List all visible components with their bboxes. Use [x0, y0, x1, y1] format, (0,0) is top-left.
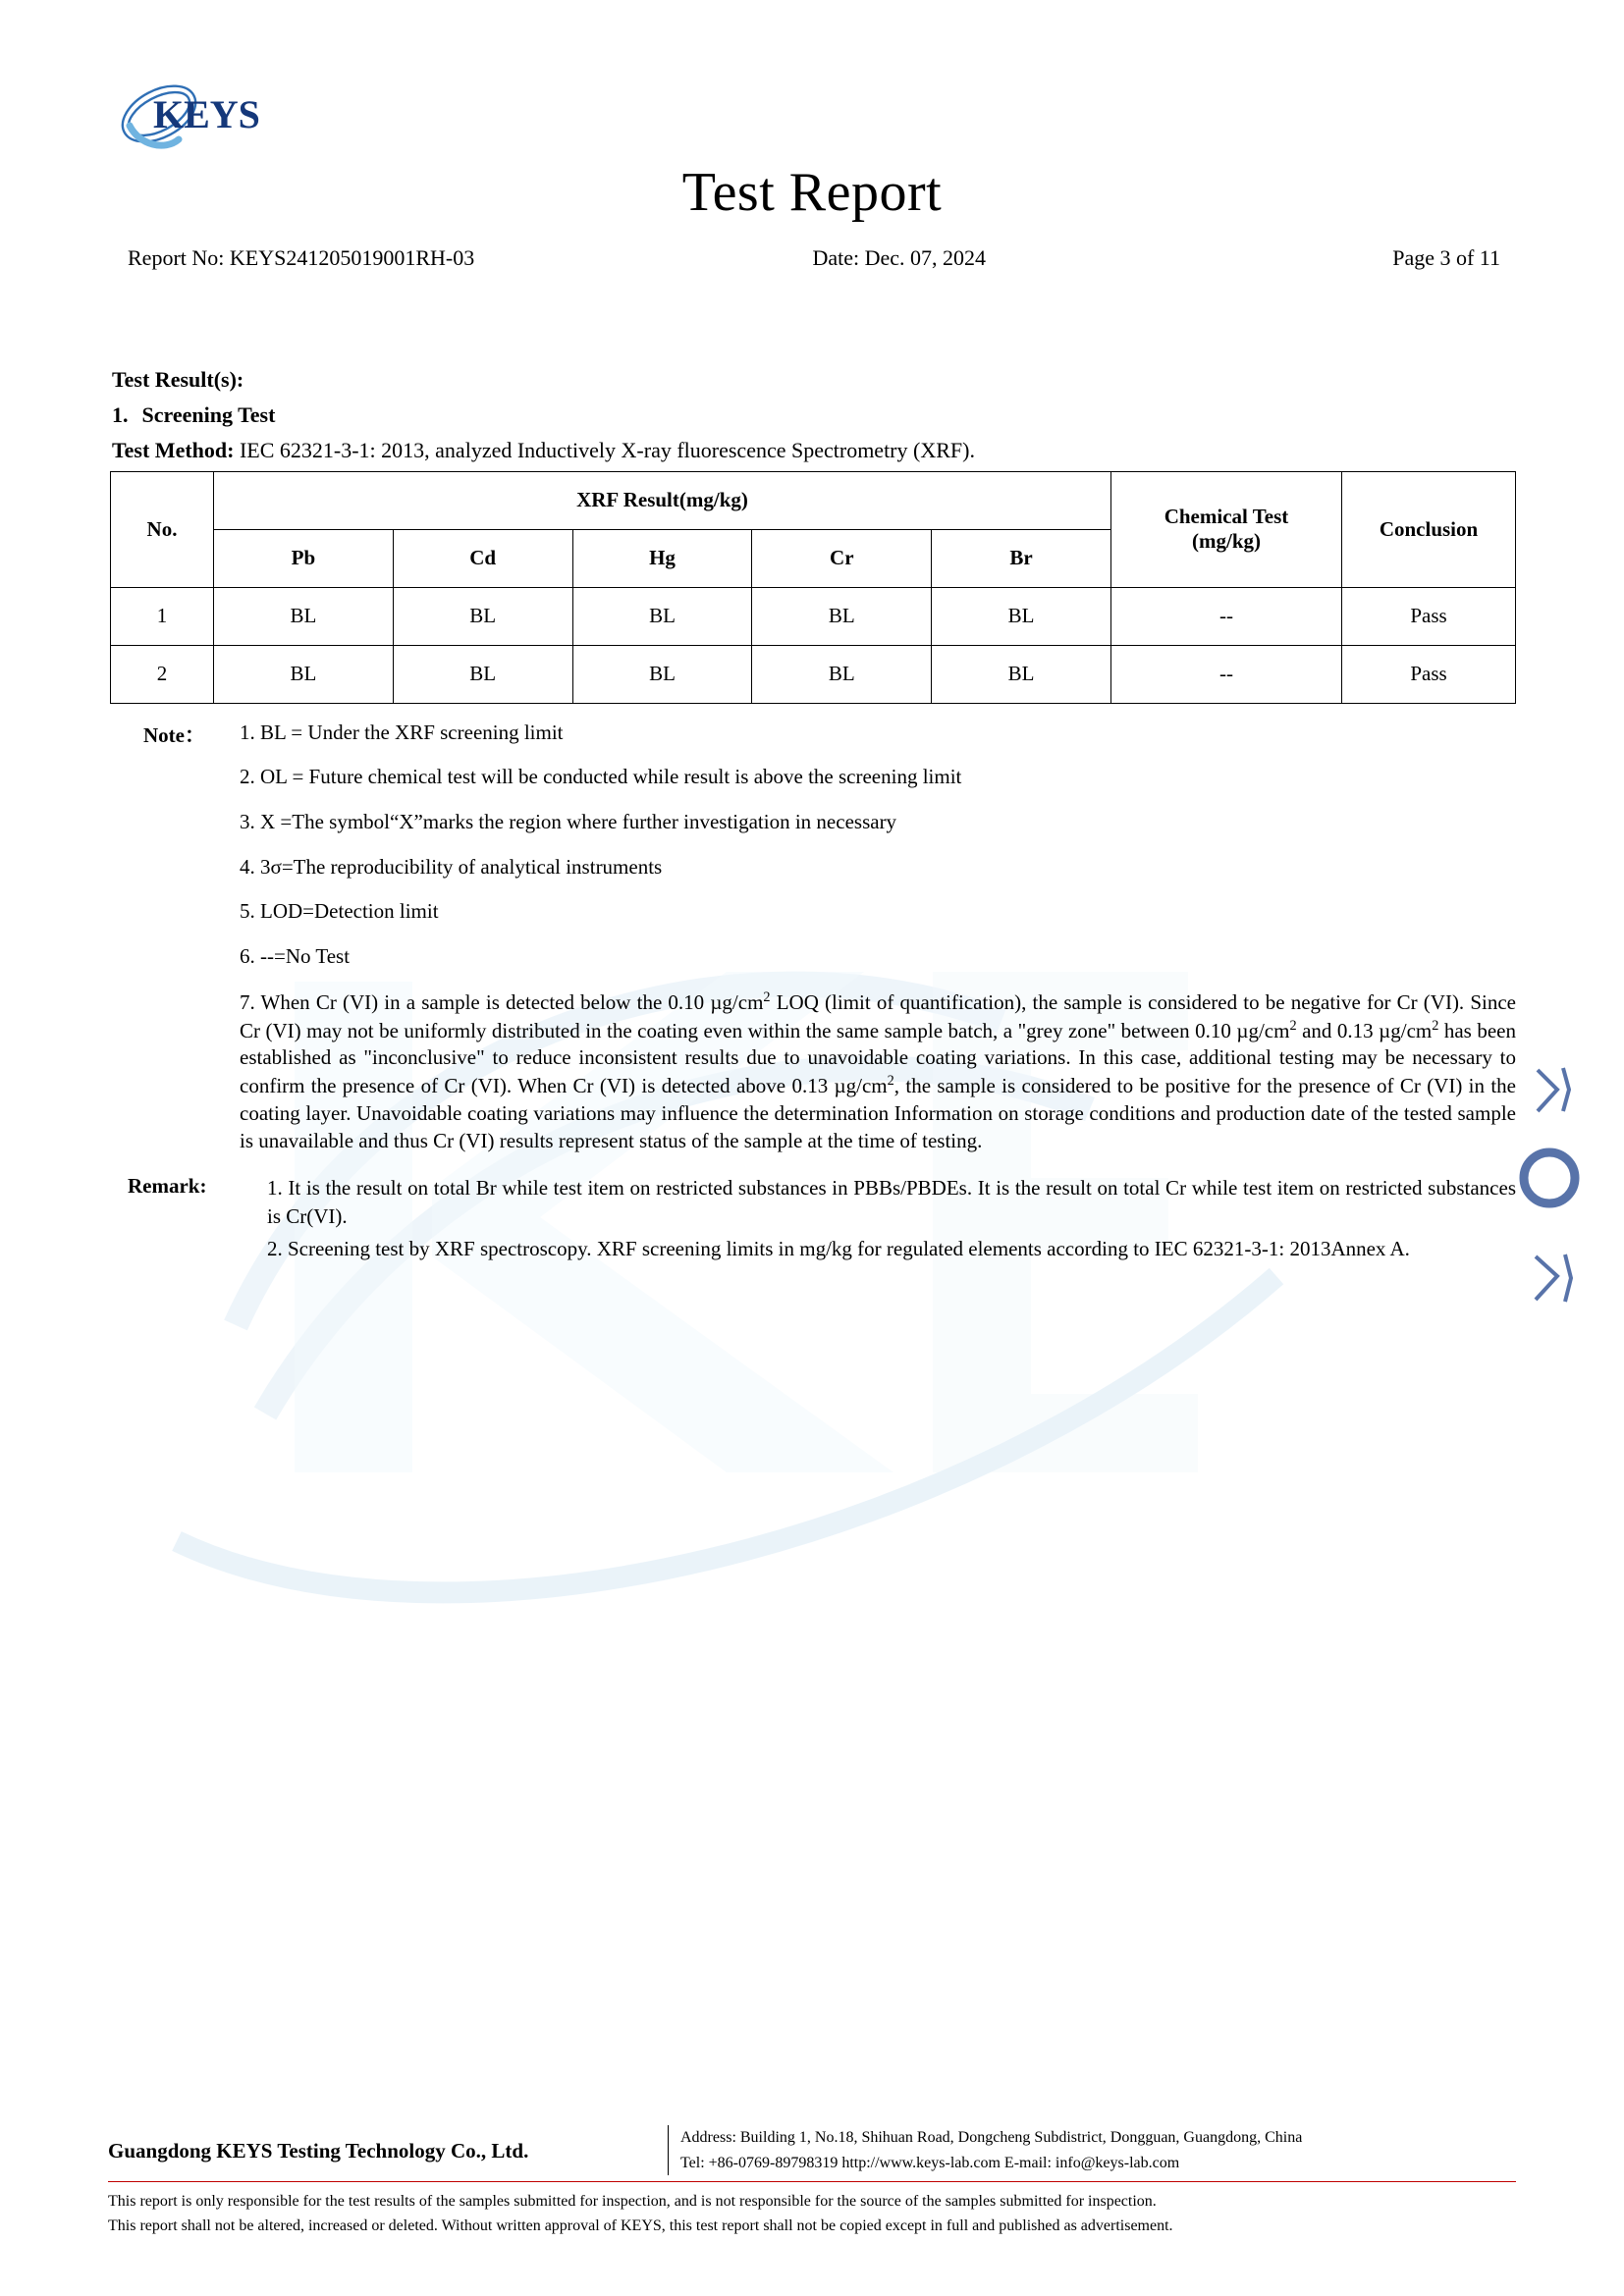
- cell-cd: BL: [393, 587, 572, 645]
- header-element-br: Br: [932, 529, 1111, 587]
- header-element-hg: Hg: [572, 529, 752, 587]
- header-no: No.: [111, 471, 214, 587]
- logo-area: [108, 59, 1516, 153]
- report-no-label: Report No:: [128, 244, 230, 270]
- footer-company-name: Guangdong KEYS Testing Technology Co., Ltd.: [108, 2139, 529, 2163]
- footer-disclaimer: [108, 2190, 1516, 2239]
- footer-disclaimer-line1: This report is only responsible for the test results of the samples submitted for inspection, and is not responsible for the source of the samples submitted for inspection.: [108, 2193, 1157, 2211]
- note-cr-part3: and 0.13 µg/cm: [1296, 1018, 1433, 1042]
- note-cr-part5: , the sample is considered to be positive for the presence of Cr (VI) in the coating layer. Unavoidable coating variations may influence the determination Information on storage conditions and production date of the tested sample is unavailable and thus Cr (VI) results represent status of the sample at the time of testing.: [240, 1074, 1516, 1152]
- header-chemical-test: [1111, 471, 1342, 587]
- cell-br: BL: [932, 645, 1111, 703]
- note-block: [108, 720, 1516, 1161]
- remark-items: [253, 1174, 1516, 1267]
- table-header-row-1: [111, 471, 1516, 529]
- svg-text:KEYS: KEYS: [153, 92, 260, 136]
- cell-cd: BL: [393, 645, 572, 703]
- page-indicator: Page 3 of 11: [1392, 244, 1500, 270]
- header-element-pb: Pb: [214, 529, 394, 587]
- header-xrf-result: XRF Result(mg/kg): [214, 471, 1111, 529]
- note-cr-part4: has been established as "inconclusive" to reduce inconsistent results due to unavoidable coating variations. In this case, additional testing may be necessary to confirm the presence of Cr (VI). When Cr (VI) is detected above 0.13 µg/cm: [240, 1018, 1516, 1098]
- cell-no: 1: [111, 587, 214, 645]
- note-item: 5. LOD=Detection limit: [240, 899, 439, 924]
- cell-conclusion: Pass: [1342, 645, 1516, 703]
- test-results-heading: Test Result(s):: [112, 366, 244, 392]
- note-label: Note：: [143, 722, 205, 747]
- footer-address: Address: Building 1, No.18, Shihuan Road, Dongcheng Subdistrict, Dongguan, Guangdong, China: [680, 2129, 1303, 2147]
- remark-label: Remark:: [128, 1174, 207, 1199]
- cell-conclusion: Pass: [1342, 587, 1516, 645]
- report-no: [128, 245, 474, 271]
- remark-item: 2. Screening test by XRF spectroscopy. XRF screening limits in mg/kg for regulated elements according to IEC 62321-3-1: 2013Annex A.: [267, 1237, 1410, 1261]
- table-row: [111, 645, 1516, 703]
- cell-pb: BL: [214, 645, 394, 703]
- note-item: 4. 3σ=The reproducibility of analytical instruments: [240, 854, 663, 879]
- note-cr-sup1: 2: [763, 988, 771, 1005]
- report-no-value: KEYS241205019001RH-03: [229, 244, 475, 270]
- note-cr-part1: 7. When Cr (VI) in a sample is detected below the 0.10 µg/cm: [240, 989, 764, 1014]
- note-item: 1. BL = Under the XRF screening limit: [240, 720, 564, 744]
- note-item: 3. X =The symbol“X”marks the region where further investigation in necessary: [240, 810, 897, 834]
- xrf-results-table: [110, 471, 1516, 704]
- footer-disclaimer-line2: This report shall not be altered, increased or deleted. Without written approval of KEYS, this test report shall not be copied except in full and published as advertisement.: [108, 2217, 1173, 2235]
- cell-br: BL: [932, 587, 1111, 645]
- screening-test-number: 1.: [112, 401, 129, 427]
- note-item-cr-vi: [240, 988, 1516, 1154]
- screening-test-heading: [108, 402, 1516, 428]
- test-method-text: IEC 62321-3-1: 2013, analyzed Inductively X-ray fluorescence Spectrometry (XRF).: [234, 437, 975, 462]
- note-item: 2. OL = Future chemical test will be conducted while result is above the screening limit: [240, 765, 962, 789]
- header-chemical-test-line2: (mg/kg): [1192, 529, 1261, 554]
- cell-pb: BL: [214, 587, 394, 645]
- watermark-side-mark: [1518, 1060, 1587, 1315]
- screening-test-title: Screening Test: [141, 401, 276, 427]
- cell-cr: BL: [752, 645, 932, 703]
- remark-item: 1. It is the result on total Br while test item on restricted substances in PBBs/PBDEs. It is the result on total Cr while test item on restricted substances is Cr(VI).: [267, 1176, 1516, 1229]
- report-meta-row: [108, 245, 1516, 271]
- cell-no: 2: [111, 645, 214, 703]
- cell-chemical: --: [1111, 587, 1342, 645]
- note-items: [226, 720, 1516, 1161]
- cell-hg: BL: [572, 587, 752, 645]
- footer-contact: Tel: +86-0769-89798319 http://www.keys-lab.com E-mail: info@keys-lab.com: [680, 2154, 1180, 2171]
- cell-hg: BL: [572, 645, 752, 703]
- header-element-cd: Cd: [393, 529, 572, 587]
- test-method-label: Test Method:: [112, 437, 235, 462]
- cell-cr: BL: [752, 587, 932, 645]
- footer-contact-block: [668, 2125, 1302, 2175]
- footer-top: [108, 2125, 1516, 2179]
- page-footer: [108, 2125, 1516, 2239]
- cell-chemical: --: [1111, 645, 1342, 703]
- table-row: [111, 587, 1516, 645]
- note-cr-part2: LOQ (limit of quantification), the sample is considered to be negative for Cr (VI). Since Cr (VI) may not be uniformly distributed in the coating even within the same sample batch, a "grey zone" between 0.10 µg/cm: [240, 989, 1516, 1042]
- page-title: Test Report: [681, 162, 943, 223]
- test-method-line: [108, 438, 1516, 463]
- note-cr-sup2: 2: [1289, 1017, 1297, 1034]
- footer-divider: [108, 2181, 1516, 2182]
- remark-block: [108, 1174, 1516, 1267]
- note-cr-sup3: 2: [1432, 1017, 1439, 1034]
- report-date: Date: Dec. 07, 2024: [812, 244, 986, 270]
- header-element-cr: Cr: [752, 529, 932, 587]
- note-item: 6. --=No Test: [240, 944, 351, 969]
- header-conclusion: Conclusion: [1342, 471, 1516, 587]
- header-chemical-test-line1: Chemical Test: [1164, 505, 1289, 529]
- keys-logo-icon: [114, 71, 300, 159]
- note-cr-sup4: 2: [887, 1073, 894, 1090]
